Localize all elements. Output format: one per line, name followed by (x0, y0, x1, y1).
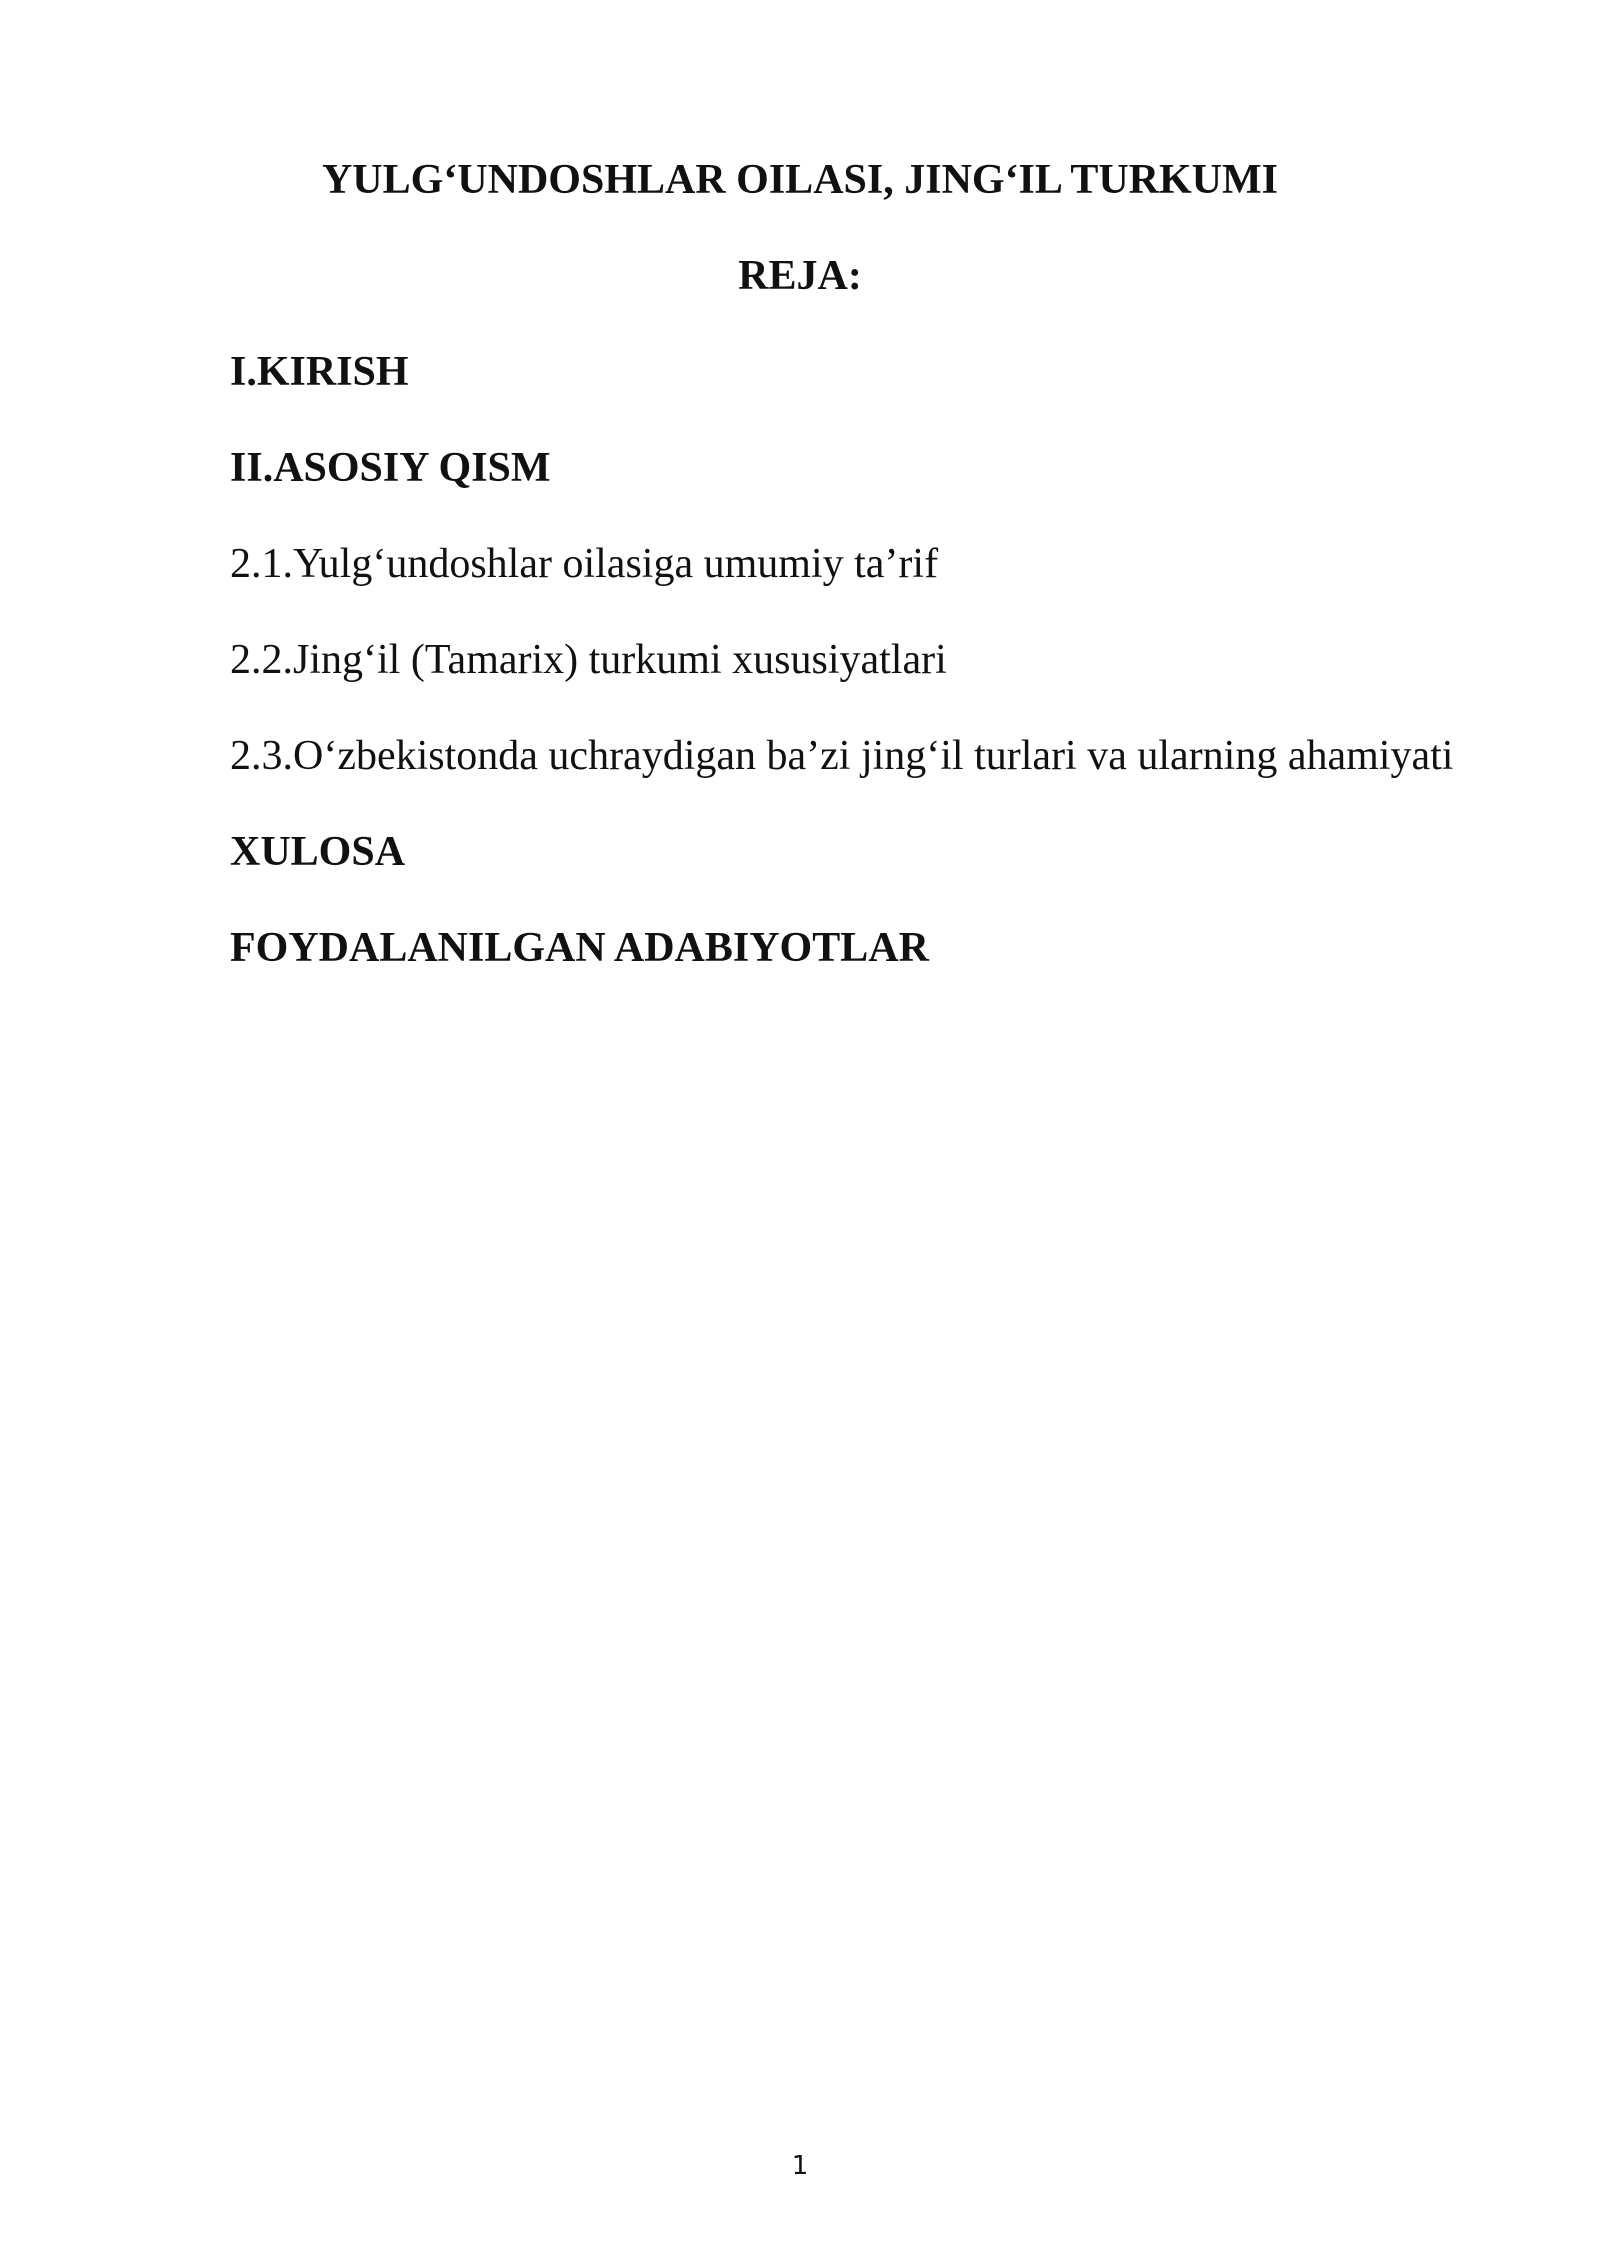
toc-item-section-2-2: 2.2.Jing‘il (Tamarix) turkumi xususiyatlari (230, 637, 947, 683)
plan-heading: REJA: (738, 253, 862, 299)
toc-item-introduction: I.KIRISH (230, 349, 409, 395)
toc-item-section-2-1: 2.1.Yulg‘undoshlar oilasiga umumiy ta’rif (230, 541, 939, 587)
page-number: 1 (791, 2151, 809, 2181)
table-of-contents (230, 344, 1453, 1016)
toc-item-main-part: II.ASOSIY QISM (230, 445, 551, 491)
document-title: YULG‘UNDOSHLAR OILASI, JING‘IL TURKUMI (321, 157, 1279, 203)
toc-item-references: FOYDALANILGAN ADABIYOTLAR (230, 925, 929, 971)
toc-item-conclusion: XULOSA (230, 829, 406, 875)
toc-item-section-2-3: 2.3.O‘zbekistonda uchraydigan ba’zi jing‘il turlari va ularning ahamiyati (230, 733, 1454, 779)
